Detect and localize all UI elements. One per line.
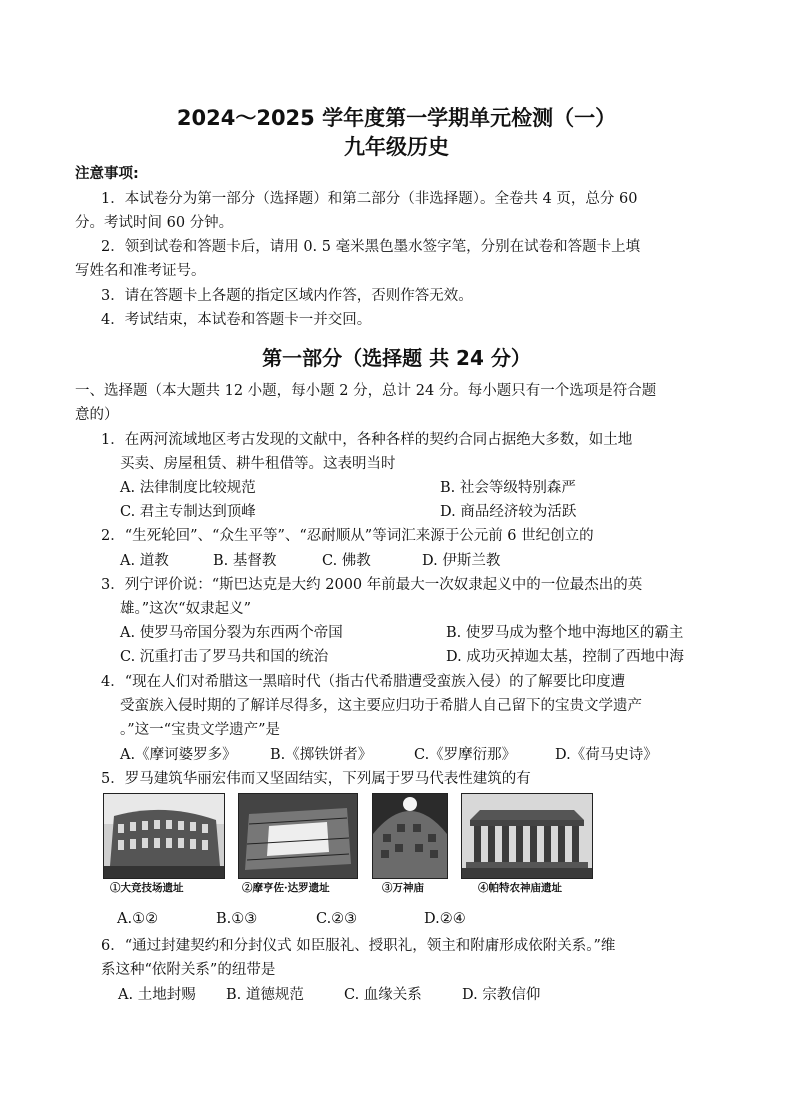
question-5-option-b: B.①③: [216, 911, 258, 927]
question-1-option-d: D. 商品经济较为活跃: [440, 504, 577, 520]
notice-item: 分。考试时间 60 分钟。: [75, 215, 234, 231]
question-2-option-b: B. 基督教: [213, 553, 277, 569]
notice-item: 3．请在答题卡上各题的指定区域内作答，否则作答无效。: [101, 288, 473, 304]
question-3-stem: 3．列宁评价说：“斯巴达克是大约 2000 年前最大一次奴隶起义中的一位最杰出的英: [101, 577, 643, 593]
question-5-option-a: A.①②: [117, 911, 159, 927]
question-4-option-d: D.《荷马史诗》: [555, 747, 658, 763]
question-1-option-b: B. 社会等级特别森严: [440, 480, 576, 496]
question-1-option-a: A. 法律制度比较规范: [120, 480, 256, 496]
question-4-stem: 受蛮族入侵时期的了解详尽得多，这主要应归功于希腊人自己留下的宝贵文学遗产: [120, 698, 642, 714]
question-5-option-c: C.②③: [316, 911, 358, 927]
question-4-option-b: B.《掷铁饼者》: [270, 747, 373, 763]
colosseum-photo: [103, 793, 225, 879]
question-2-option-a: A. 道教: [120, 553, 169, 569]
part1-instruction: 意的）: [75, 407, 119, 423]
photo-caption-3: ③万神庙: [382, 882, 424, 894]
question-2-option-d: D. 伊斯兰教: [422, 553, 501, 569]
exam-subtitle: 九年级历史: [344, 135, 449, 159]
notice-item: 2．领到试卷和答题卡后，请用 0. 5 毫米黑色墨水签字笔，分别在试卷和答题卡上填: [101, 239, 641, 255]
part1-instruction: 一、选择题（本大题共 12 小题，每小题 2 分，总计 24 分。每小题只有一个选项是符合题: [75, 383, 657, 399]
mohenjo-daro-photo: [238, 793, 358, 879]
exam-title: 2024～2025 学年度第一学期单元检测（一）: [176, 106, 617, 130]
parthenon-photo: [461, 793, 593, 879]
pantheon-photo: [372, 793, 448, 879]
question-3-stem: 雄。”这次“奴隶起义”: [120, 601, 251, 617]
part1-title: 第一部分（选择题 共 24 分）: [262, 346, 531, 370]
question-6-option-d: D. 宗教信仰: [462, 987, 541, 1003]
question-3-option-b: B. 使罗马成为整个地中海地区的霸主: [446, 625, 684, 641]
question-3-option-d: D. 成功灭掉迦太基，控制了西地中海: [446, 649, 684, 665]
question-2-stem: 2．“生死轮回”、“众生平等”、“忍耐顺从”等词汇来源于公元前 6 世纪创立的: [101, 528, 594, 544]
photo-caption-2: ②摩亨佐·达罗遗址: [242, 882, 330, 894]
notice-heading: 注意事项:: [75, 166, 139, 182]
question-4-stem: 。”这一“宝贵文学遗产”是: [120, 722, 280, 738]
question-3-option-c: C. 沉重打击了罗马共和国的统治: [120, 649, 329, 665]
question-5-option-d: D.②④: [424, 911, 466, 927]
question-6-stem: 6．“通过封建契约和分封仪式 如臣服礼、授职礼，领主和附庸形成依附关系。”维: [101, 938, 616, 954]
question-6-option-a: A. 土地封赐: [118, 987, 196, 1003]
question-4-option-a: A.《摩诃婆罗多》: [120, 747, 237, 763]
question-4-option-c: C.《罗摩衍那》: [414, 747, 517, 763]
notice-item: 1．本试卷分为第一部分（选择题）和第二部分（非选择题）。全卷共 4 页，总分 60: [101, 191, 638, 207]
photo-caption-4: ④帕特农神庙遗址: [478, 882, 562, 894]
notice-item: 4．考试结束，本试卷和答题卡一并交回。: [101, 312, 372, 328]
question-6-option-b: B. 道德规范: [226, 987, 304, 1003]
question-1-option-c: C. 君主专制达到顶峰: [120, 504, 256, 520]
question-1-stem: 1．在两河流域地区考古发现的文献中，各种各样的契约合同占据绝大多数，如土地: [101, 432, 633, 448]
question-5-stem: 5．罗马建筑华丽宏伟而又坚固结实，下列属于罗马代表性建筑的有: [101, 771, 531, 787]
notice-item: 写姓名和准考证号。: [75, 263, 206, 279]
question-6-stem: 系这种“依附关系”的纽带是: [101, 962, 276, 978]
question-4-stem: 4．“现在人们对希腊这一黑暗时代（指古代希腊遭受蛮族入侵）的了解要比印度遭: [101, 674, 626, 690]
photo-caption-1: ①大竞技场遗址: [110, 882, 184, 894]
question-3-option-a: A. 使罗马帝国分裂为东西两个帝国: [120, 625, 343, 641]
question-2-option-c: C. 佛教: [322, 553, 371, 569]
question-1-stem: 买卖、房屋租赁、耕牛租借等。这表明当时: [120, 456, 396, 472]
question-6-option-c: C. 血缘关系: [344, 987, 422, 1003]
